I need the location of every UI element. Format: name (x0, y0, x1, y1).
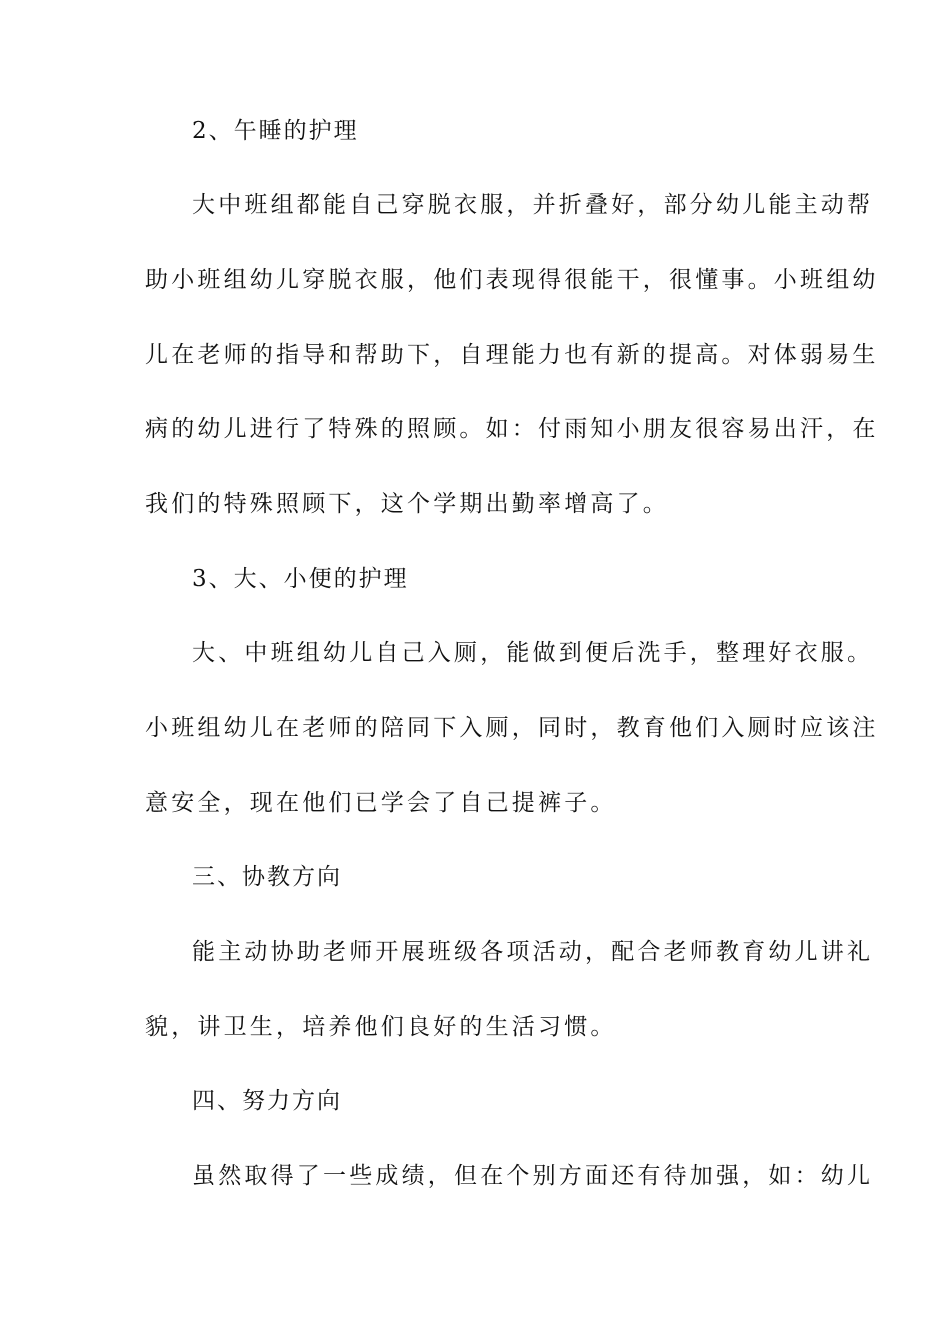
paragraph-line: 我们的特殊照顾下，这个学期出勤率增高了。 (145, 491, 669, 517)
paragraph-line: 虽然取得了一些成绩，但在个别方面还有待加强，如：幼儿 (192, 1163, 874, 1189)
paragraph-line: 助小班组幼儿穿脱衣服，他们表现得很能干，很懂事。小班组幼 (145, 267, 879, 293)
section-heading-assist-teaching: 三、协教方向 (192, 864, 342, 890)
paragraph-line: 大、中班组幼儿自己入厕，能做到便后洗手，整理好衣服。 (192, 640, 874, 666)
paragraph-line: 大中班组都能自己穿脱衣服，并折叠好，部分幼儿能主动帮 (192, 192, 874, 218)
paragraph-line: 儿在老师的指导和帮助下，自理能力也有新的提高。对体弱易生 (145, 342, 879, 368)
paragraph-line: 貌，讲卫生，培养他们良好的生活习惯。 (145, 1014, 617, 1040)
paragraph-line: 意安全，现在他们已学会了自己提裤子。 (145, 790, 617, 816)
paragraph-line: 能主动协助老师开展班级各项活动，配合老师教育幼儿讲礼 (192, 939, 874, 965)
section-heading-improvement: 四、努力方向 (192, 1088, 342, 1114)
section-heading-nap-care: 2、午睡的护理 (192, 118, 359, 144)
paragraph-line: 病的幼儿进行了特殊的照顾。如：付雨知小朋友很容易出汗，在 (145, 416, 879, 442)
section-heading-toilet-care: 3、大、小便的护理 (192, 566, 409, 592)
paragraph-line: 小班组幼儿在老师的陪同下入厕，同时，教育他们入厕时应该注 (145, 715, 879, 741)
